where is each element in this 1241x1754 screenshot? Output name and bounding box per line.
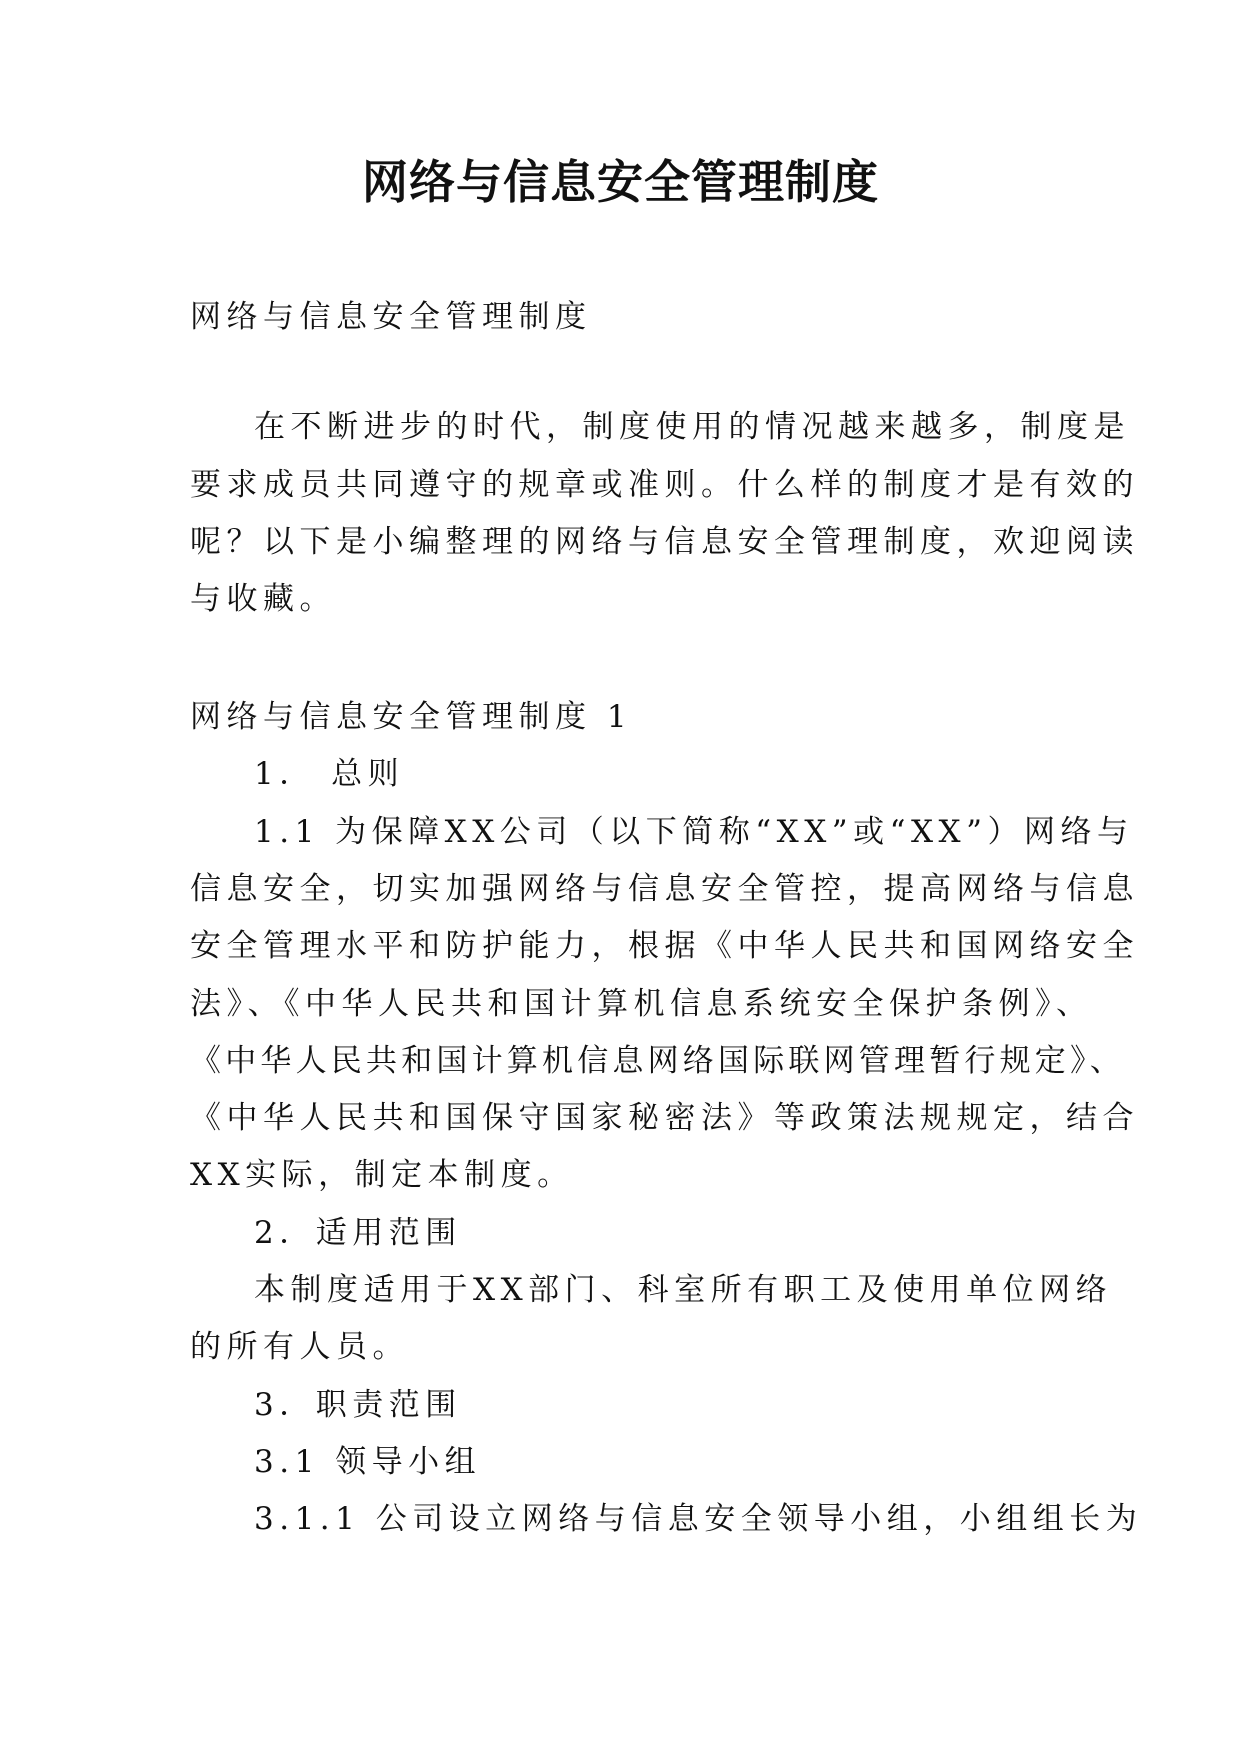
clause-3-1-1-line-1: 3.1.1 公司设立网络与信息安全领导小组，小组组长为 [254, 1501, 1143, 1537]
clause-1-1-line-7: XX实际，制定本制度。 [190, 1157, 574, 1193]
clause-heading-3: 3．职责范围 [254, 1387, 462, 1423]
subtitle-line: 网络与信息安全管理制度 [190, 299, 592, 335]
clause-heading-1: 1． 总则 [254, 756, 405, 792]
clause-heading-3-1: 3.1 领导小组 [254, 1444, 482, 1480]
clause-2-line-2: 的所有人员。 [190, 1329, 409, 1365]
intro-line-1: 在不断进步的时代，制度使用的情况越来越多，制度是 [254, 409, 1130, 445]
clause-heading-2: 2．适用范围 [254, 1215, 462, 1251]
document-title: 网络与信息安全管理制度 [362, 155, 879, 209]
intro-line-4: 与收藏。 [190, 581, 336, 617]
clause-1-1-line-2: 信息安全，切实加强网络与信息安全管控，提高网络与信息 [190, 871, 1139, 907]
clause-1-1-line-3: 安全管理水平和防护能力，根据《中华人民共和国网络安全 [190, 928, 1139, 964]
section-heading: 网络与信息安全管理制度 1 [190, 699, 633, 735]
intro-line-2: 要求成员共同遵守的规章或准则。什么样的制度才是有效的 [190, 467, 1139, 503]
clause-1-1-line-6: 《中华人民共和国保守国家秘密法》等政策法规规定，结合 [190, 1100, 1139, 1136]
clause-2-line-1: 本制度适用于XX部门、科室所有职工及使用单位网络 [254, 1272, 1113, 1308]
intro-line-3: 呢？以下是小编整理的网络与信息安全管理制度，欢迎阅读 [190, 524, 1139, 560]
clause-1-1-line-4: 法》、《中华人民共和国计算机信息系统安全保护条例》、 [190, 986, 1093, 1022]
clause-1-1-line-1: 1.1 为保障XX公司（以下简称“XX”或“XX”）网络与 [254, 814, 1134, 850]
clause-1-1-line-5: 《中华人民共和国计算机信息网络国际联网管理暂行规定》、 [190, 1043, 1125, 1079]
